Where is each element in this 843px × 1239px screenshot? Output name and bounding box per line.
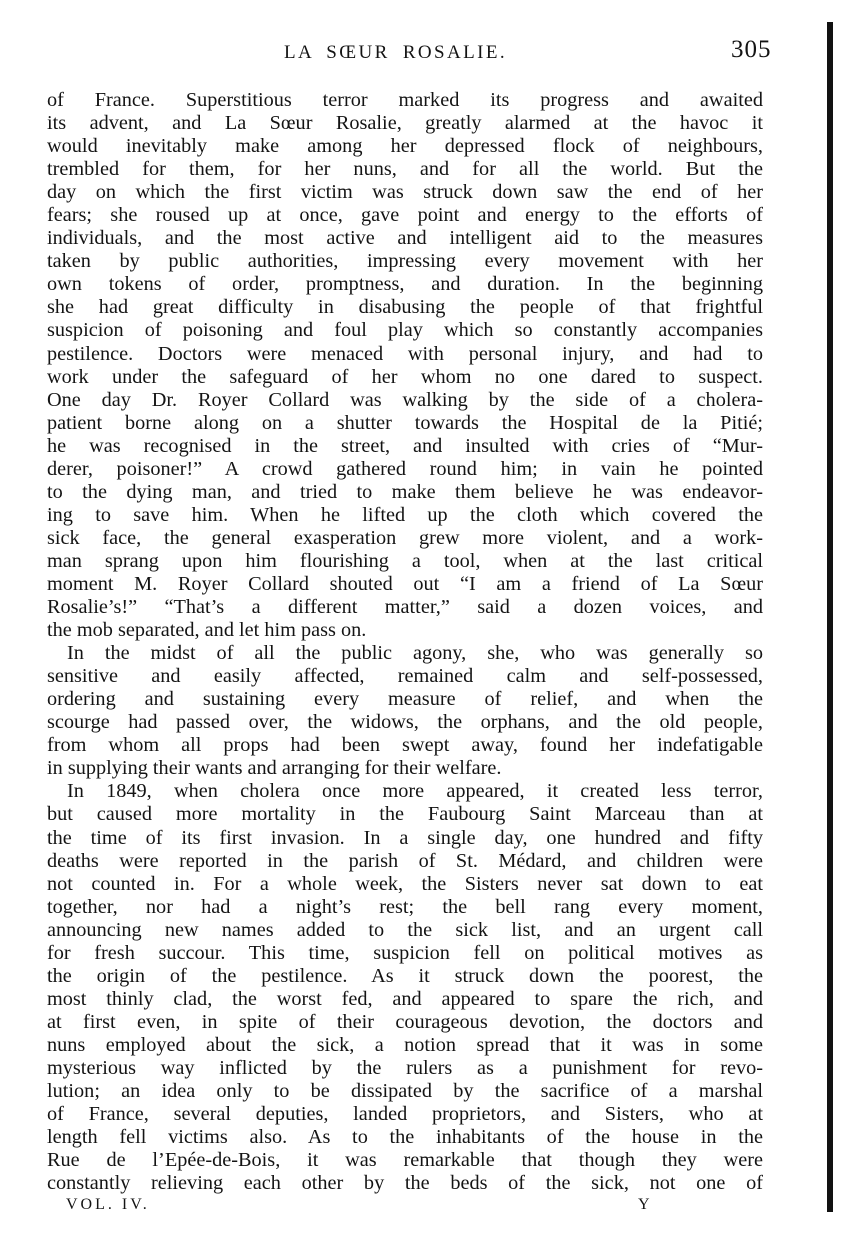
text-line: One day Dr. Royer Collard was walking by the side of a cholera- xyxy=(47,388,763,411)
text-line: suspicion of poisoning and foul play which so constantly accompanies xyxy=(47,319,763,342)
text-line: day on which the first victim was struck down saw the end of her xyxy=(47,181,763,204)
text-line: ordering and sustaining every measure of relief, and when the xyxy=(47,688,763,711)
text-line: to the dying man, and tried to make them believe he was endeavor- xyxy=(47,480,763,503)
text-line: lution; an idea only to be dissipated by the sacrifice of a marshal xyxy=(47,1080,763,1103)
signature-mark: Y xyxy=(638,1196,650,1213)
text-line: would inevitably make among her depressed flock of neighbours, xyxy=(47,135,763,158)
text-line: for fresh succour. This time, suspicion fell on political motives as xyxy=(47,941,763,964)
text-line: sick face, the general exasperation grew more violent, and a work- xyxy=(47,526,763,549)
text-line: own tokens of order, promptness, and duration. In the beginning xyxy=(47,273,763,296)
page-header xyxy=(0,36,843,76)
text-line: the mob separated, and let him pass on. xyxy=(47,619,367,642)
text-line: its advent, and La Sœur Rosalie, greatly alarmed at the havoc it xyxy=(47,112,763,135)
page-edge-bar xyxy=(827,22,833,1212)
page-number: 305 xyxy=(731,36,772,63)
text-line: in supplying their wants and arranging for their welfare. xyxy=(47,757,502,780)
text-line: the origin of the pestilence. As it struck down the poorest, the xyxy=(47,964,763,987)
text-line: of France, several deputies, landed proprietors, and Sisters, who at xyxy=(47,1103,763,1126)
text-line: not counted in. For a whole week, the Sisters never sat down to eat xyxy=(47,872,763,895)
page-footer xyxy=(0,1196,843,1220)
body-text xyxy=(47,89,763,1195)
text-line: Rue de l’Epée-de-Bois, it was remarkable that though they were xyxy=(47,1149,763,1172)
text-line: deaths were reported in the parish of St. Médard, and children were xyxy=(47,849,763,872)
text-line: fears; she roused up at once, gave point and energy to the efforts of xyxy=(47,204,763,227)
text-line: most thinly clad, the worst fed, and appeared to spare the rich, and xyxy=(47,987,763,1010)
text-line: she had great difficulty in disabusing the people of that frightful xyxy=(47,296,763,319)
text-line: derer, poisoner!” A crowd gathered round him; in vain he pointed xyxy=(47,457,763,480)
text-line: moment M. Royer Collard shouted out “I am a friend of La Sœur xyxy=(47,572,763,595)
text-line: ing to save him. When he lifted up the cloth which covered the xyxy=(47,503,763,526)
text-line: but caused more mortality in the Faubourg Saint Marceau than at xyxy=(47,803,763,826)
text-line: Rosalie’s!” “That’s a different matter,” said a dozen voices, and xyxy=(47,596,763,619)
text-line: at first even, in spite of their courageous devotion, the doctors and xyxy=(47,1010,763,1033)
volume-label: VOL. IV. xyxy=(66,1196,150,1213)
text-line: the time of its first invasion. In a single day, one hundred and fifty xyxy=(47,826,763,849)
text-line: announcing new names added to the sick list, and an urgent call xyxy=(47,918,763,941)
text-line: scourge had passed over, the widows, the orphans, and the old people, xyxy=(47,711,763,734)
text-line: sensitive and easily affected, remained calm and self-possessed, xyxy=(47,665,763,688)
text-line: of France. Superstitious terror marked its progress and awaited xyxy=(47,89,763,111)
text-line: taken by public authorities, impressing every movement with her xyxy=(47,250,763,273)
text-line: mysterious way inflicted by the rulers as a punishment for revo- xyxy=(47,1056,763,1079)
running-title: LA SŒUR ROSALIE. xyxy=(284,42,508,63)
text-line: work under the safeguard of her whom no one dared to suspect. xyxy=(47,365,763,388)
text-line: length fell victims also. As to the inhabitants of the house in the xyxy=(47,1126,763,1149)
text-line: man sprang upon him flourishing a tool, when at the last critical xyxy=(47,549,763,572)
text-line: he was recognised in the street, and insulted with cries of “Mur- xyxy=(47,434,763,457)
text-line: trembled for them, for her nuns, and for all the world. But the xyxy=(47,158,763,181)
text-line: from whom all props had been swept away, found her indefatigable xyxy=(47,734,763,757)
text-line: pestilence. Doctors were menaced with personal injury, and had to xyxy=(47,342,763,365)
text-line: nuns employed about the sick, a notion spread that it was in some xyxy=(47,1033,763,1056)
text-line: In the midst of all the public agony, she, who was generally so xyxy=(67,642,763,665)
text-line: constantly relieving each other by the beds of the sick, not one of xyxy=(47,1172,763,1195)
text-line: individuals, and the most active and intelligent aid to the measures xyxy=(47,227,763,250)
text-line: together, nor had a night’s rest; the bell rang every moment, xyxy=(47,895,763,918)
text-line: In 1849, when cholera once more appeared, it created less terror, xyxy=(67,780,763,803)
text-line: patient borne along on a shutter towards the Hospital de la Pitié; xyxy=(47,411,763,434)
